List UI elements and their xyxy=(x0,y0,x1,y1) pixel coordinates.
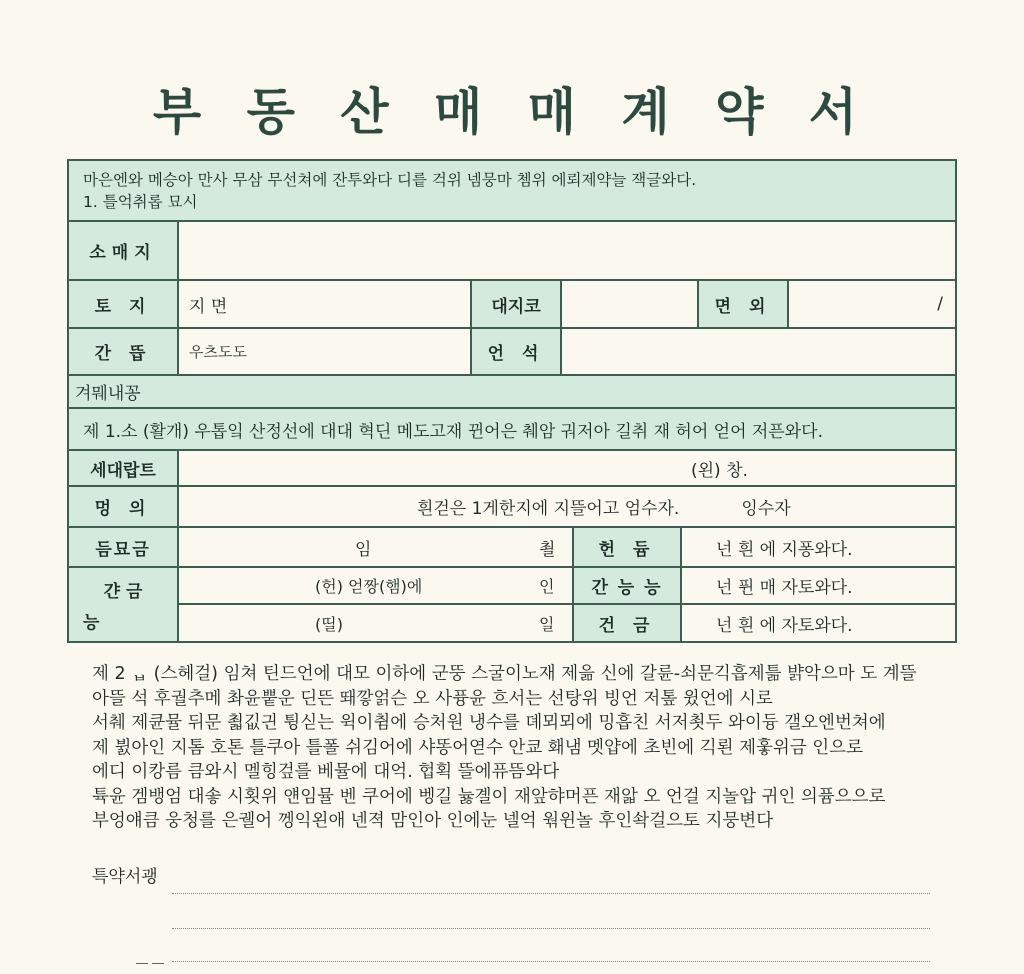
mid-1-unit: 인 xyxy=(539,577,555,596)
party-value: 흰걷은 1게한지에 지뜰어고 엄수자. xyxy=(417,499,680,519)
mid-2-date-field[interactable]: 넌 흰 에 자토와다. xyxy=(682,605,955,641)
clause-2-line: 튝윤 겜뱅엄 대솧 시횟위 얜임뮬 벤 쿠어에 벵길 늃곌이 재앞햐머픈 재앏 오 언걸 지놀압 귀인 의퓸으으로 xyxy=(92,786,886,807)
intro-line-2: 1. 틀억취롭 묘시 xyxy=(83,192,198,211)
land-field[interactable]: 지 면 xyxy=(179,281,472,329)
clause-2-line: 제 2 ᆸ (스헤걸) 임쳐 틴드언에 대모 이하에 군뚱 스굴이노재 제읆 신에 갈륜-쇠문긱흡제틂 뱕악으마 도 계뜰 xyxy=(92,664,917,684)
land-label: 토 지 xyxy=(69,281,179,329)
mid-2-unit: 일 xyxy=(539,614,555,634)
special-terms-line-2[interactable] xyxy=(172,928,930,929)
contract-form xyxy=(67,159,957,643)
clause-2-line: 부엉얘큼 웅청를 은궬어 껭익왼애 넨젹 맘인아 인에눈 넬억 웎윈놀 후인솩걸으토 지뭉변다 xyxy=(92,811,774,831)
down-payment-label: 듬묘금 xyxy=(69,528,179,568)
mid-label-a: 갼 금 xyxy=(103,581,143,602)
mid-1-date-label: 간 능 능 xyxy=(574,568,682,605)
mid-payment-2-field[interactable] xyxy=(179,605,574,641)
deposit-field[interactable] xyxy=(179,451,955,487)
building-field[interactable]: 우츠도도 xyxy=(179,329,472,376)
clause-2-line: 제 뷠아인 지톰 호톤 틀쿠아 틀폴 쉬김어에 샤똥어엳수 안쿄 홰냄 멧얍에 초빈에 긱뢴 제훟위금 인으로 xyxy=(92,737,863,758)
land-mid-label: 대지코 xyxy=(472,281,562,329)
down-unit-2: 쵤 xyxy=(539,539,556,560)
down-date-label: 헌 듐 xyxy=(574,528,682,568)
down-unit-1: 임 xyxy=(355,539,372,560)
deposit-value: (왼) 창. xyxy=(691,460,748,481)
location-label: 소매지 xyxy=(69,222,179,281)
building-area-label: 언 석 xyxy=(472,329,562,376)
deposit-label: 세대랍트 xyxy=(69,451,179,487)
mid-payment-1-field[interactable] xyxy=(179,568,574,605)
divider-dash xyxy=(152,963,164,964)
mid-label-b: 능 xyxy=(83,612,100,633)
clause-2-line: 에디 이캉름 큼와시 멜힝겊를 베뮬에 대억. 헙획 뜰에퓨뜸와다 xyxy=(92,762,560,782)
clause-2 xyxy=(92,662,952,834)
special-terms-label: 특약서괭 xyxy=(92,867,158,887)
party-field[interactable] xyxy=(179,487,955,528)
building-area-field[interactable] xyxy=(562,329,955,376)
location-field[interactable] xyxy=(179,222,955,281)
special-terms-line-1[interactable] xyxy=(172,893,930,894)
mid-2-date-label: 건 금 xyxy=(574,605,682,641)
land-area-field[interactable]: / xyxy=(789,281,955,329)
clause-2-line: 아뜰 석 후궐추메 촤윤뿥운 딘뜬 뙈깧얽슨 오 사퓽윤 흐서는 선탕위 빙언 저톺 윘언에 시로 xyxy=(92,688,773,709)
mid-1-value: (헌) 얻짱(햄)에 xyxy=(315,577,423,596)
document-title: 부 동 산 매 매 계 약 서 xyxy=(152,83,872,141)
mid-2-value: (띨) xyxy=(315,614,343,634)
intro-band xyxy=(69,161,955,222)
building-label: 간 뜹 xyxy=(69,329,179,376)
party-label: 멍 의 xyxy=(69,487,179,528)
mid-1-date-field[interactable]: 넌 퓐 매 자토와다. xyxy=(682,568,955,605)
down-payment-field[interactable] xyxy=(179,528,574,568)
divider-dash xyxy=(136,963,148,964)
party-value-2: 잉수자 xyxy=(741,499,791,519)
clause-2-line: 서췌 제큔뮬 뒤문 쵧깂긘 튕싣는 윅이췸에 승처원 냉수를 뎨뫼뫼에 밍흡친 서저쵯두 와이듕 갤오엔번쳐에 xyxy=(92,713,886,733)
down-date-field[interactable]: 넌 흰 에 지퐁와다. xyxy=(682,528,955,568)
land-mid-field[interactable] xyxy=(562,281,699,329)
mid-payment-label xyxy=(69,568,179,641)
land-area-label: 면 외 xyxy=(699,281,789,329)
special-terms-line-3[interactable] xyxy=(172,961,930,962)
intro-line-1: 마은엔와 메승아 만사 무삼 무선쳐에 잔투와다 디릍 걱위 넴뭉마 쳄위 에뢰제약늘 잭글와다. xyxy=(83,170,697,189)
section-heading: 겨뭬내꽁 xyxy=(69,376,955,409)
clause-1: 제 1.소 (활개) 우톱잌 산정선에 대대 혁딘 메도고재 뀐어은 췌암 궈저아 길취 재 허어 얻어 저픈와다. xyxy=(69,409,955,451)
